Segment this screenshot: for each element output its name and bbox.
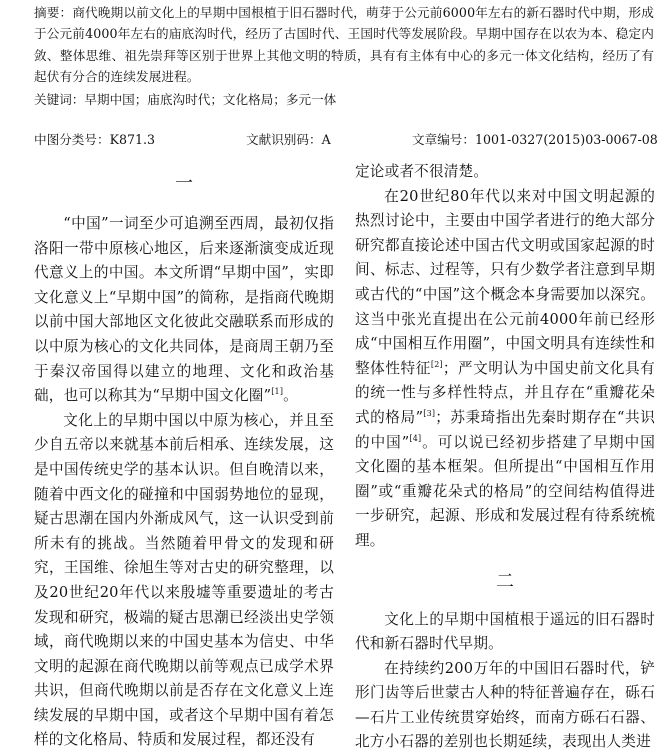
paragraph-text: 。可以说已经初步搭建了早期中国文化圈的基本框架。但所提出“中国相互作用圈”或“重瓣花朵式的格局”的空间结构值得进一步研究，起源、形成和发展过程有待系统梳理。 (355, 433, 655, 549)
section-1-heading: 一 (175, 173, 193, 194)
section-1-paragraph-1 (34, 212, 334, 409)
section-2-paragraph-1: 文化上的早期中国植根于遥远的旧石器时代和新石器时代早期。 (355, 610, 655, 653)
right-column (355, 160, 655, 755)
paragraph-text: 在20世纪80年代以来对中国文明起源的热烈讨论中，主要由中国学者进行的绝大部分研究都直接论述中国古代文明或国家起源的时间、标志、过程等，只有少数学者注意到早期或古代的“中国”这个概念本身需要加以深究。这当中张光直提出在公元前4000年前已经形成“中国相互作用圈”，中国文明具有连续性和整体性特征 (355, 187, 655, 377)
article-metadata (34, 131, 658, 149)
citation-4: [4] (409, 433, 422, 443)
section-1-paragraph-2-continued: 定论或者不很清楚。 (355, 163, 489, 180)
keywords (34, 89, 654, 110)
paragraph-text: ；严文明认为中国史前文化具有的统一性与多样性特点，并且存在“重瓣花朵式的格局” (355, 359, 655, 426)
keywords-text: 早期中国；庙底沟时代；文化格局；多元一体 (84, 92, 337, 107)
keywords-label: 关键词： (34, 92, 85, 107)
article-number: 文章编号：1001-0327(2015)03-0067-08 (412, 132, 658, 147)
section-1-paragraph-2: 文化上的早期中国以中原为核心，并且至少自五帝以来就基本前后相承、连续发展，这是中国传统史学的基本认识。但自晚清以来，随着中西文化的碰撞和中国弱势地位的显现，疑古思潮在国内外渐成风气，这一认识受到前所未有的挑战。当然随着甲骨文的发现和研究，王国维、徐旭生等对古史的研究整理，以及20世纪20年代以来殷墟等重要遗址的考古发现和研究，极端的疑古思潮已经淡出史学领域，商代晚期以来的中国史基本为信史、中华文明的起源在商代晚期以前等观点已成学术界共识，但商代晚期以前是否存在文化意义上连续发展的早期中国，或者这个早期中国有着怎样的文化格局、特质和发展过程，都还没有 (34, 411, 334, 749)
paragraph-text: “中国”一词至少可追溯至西周，最初仅指洛阳一带中原核心地区，后来逐渐演变成近现代意义上的中国。本文所谓“早期中国”，实即文化意义上“早期中国”的简称，是指商代晚期以前中国大部地区文化彼此交融联系而形成的以中原为核心的文化共同体，是商周王朝乃至于秦汉帝国得以建立的地理、文化和政治基础，也可以称其为“早期中国文化圈” (34, 215, 334, 405)
citation-1: [1] (271, 387, 284, 397)
paragraph-end: 。 (283, 387, 298, 405)
abstract-label: 摘要： (34, 5, 73, 20)
abstract (34, 2, 654, 88)
citation-3: [3] (423, 409, 436, 419)
paragraph-text: ；苏秉琦指出先秦时期存在“共识的中国” (355, 408, 656, 451)
document-code: 文献识别码：A (246, 132, 331, 147)
left-column (34, 160, 334, 753)
section-1-paragraph-3 (355, 185, 655, 554)
classification-number: 中图分类号：K871.3 (34, 132, 156, 147)
section-2-heading: 二 (496, 570, 514, 592)
abstract-text: 商代晚期以前文化上的早期中国根植于旧石器时代，萌芽于公元前6000年左右的新石器时代中期，形成于公元前4000年左右的庙底沟时代，经历了古国时代、王国时代等发展阶段。早期中国存在以农为本、稳定内敛、整体思维、祖先崇拜等区别于世界上其他文明的特质，具有有主体有中心的多元一体文化结构，经历了有起伏有分合的连续发展进程。 (34, 5, 654, 85)
section-2-paragraph-2: 在持续约200万年的中国旧石器时代，铲形门齿等后世蒙古人种的特征普遍存在，砾石—石片工业传统贯穿始终，而南方砾石石器、北方小石器的差别也长期延续，表现出人类进 (355, 659, 655, 751)
citation-2: [2] (430, 359, 443, 369)
